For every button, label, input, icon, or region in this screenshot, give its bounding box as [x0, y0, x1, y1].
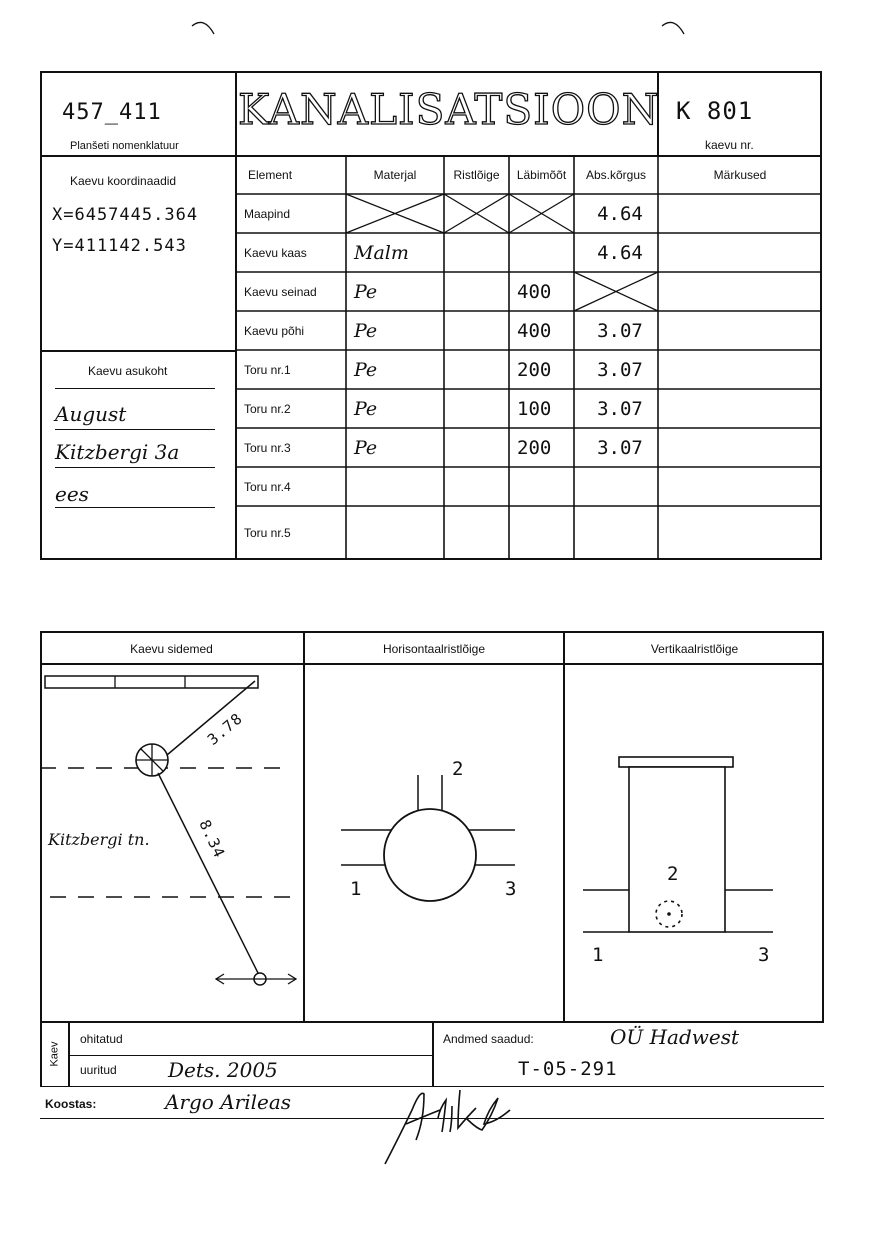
cell-abs-height: 4.64 — [597, 241, 643, 264]
vertical-section-diagram — [565, 665, 824, 1023]
measured-value: Dets. 2005 — [168, 1058, 278, 1082]
cell-abs-height: 3.07 — [597, 358, 643, 381]
cell-diameter: 100 — [517, 397, 552, 420]
cell-diameter: 200 — [517, 436, 552, 459]
divider — [55, 388, 215, 389]
building-wall — [45, 676, 258, 688]
cell-element: Toru nr.3 — [244, 440, 291, 455]
divider — [68, 1055, 432, 1056]
page-title: KANALISATSIOON — [238, 85, 660, 134]
cell-abs-height: 3.07 — [597, 436, 643, 459]
distance-2: 8.34 — [195, 817, 229, 861]
cell-material: Pe — [354, 319, 378, 342]
data-source-label: Andmed saadud: — [443, 1032, 534, 1046]
location-line-1: August — [55, 402, 127, 426]
coordinates-label: Kaevu koordinaadid — [70, 174, 177, 188]
well-plan-circle — [384, 809, 476, 901]
well-vertical-label: Kaev — [48, 1041, 61, 1067]
h-pipe-1: 1 — [350, 878, 363, 900]
street-label: Kitzbergi tn. — [48, 830, 150, 849]
well-shaft — [629, 767, 725, 932]
cell-material: Pe — [354, 358, 378, 381]
cell-element: Toru nr.4 — [244, 479, 291, 494]
divider — [55, 429, 215, 430]
cell-abs-height: 3.07 — [597, 397, 643, 420]
cell-element: Toru nr.5 — [244, 526, 291, 540]
cell-abs-height: 3.07 — [597, 319, 643, 342]
element-table — [236, 155, 822, 560]
divider — [55, 507, 215, 508]
vertical-label: Vertikaalristlõige — [650, 642, 739, 656]
cell-material: Pe — [354, 397, 378, 420]
cell-element: Kaevu põhi — [244, 323, 305, 338]
cell-element: Kaevu seinad — [244, 284, 317, 299]
horizontal-label: Horisontaalristlõige — [382, 642, 486, 656]
nomenclature-label: Planšeti nomenklatuur — [70, 140, 179, 152]
divider — [55, 467, 215, 468]
cell-element: Toru nr.1 — [244, 362, 291, 377]
compiler-label: Koostas: — [45, 1097, 97, 1111]
inspected-label: ohitatud — [80, 1032, 123, 1046]
header-cross-section: Ristlõige — [453, 167, 500, 182]
header-notes: Märkused — [713, 167, 767, 182]
location-line-3: ees — [55, 482, 89, 506]
v-pipe-3: 3 — [758, 944, 771, 966]
nomenclature-value: 457_411 — [62, 100, 162, 125]
cell-material: Malm — [354, 241, 409, 264]
measured-label: uuritud — [80, 1063, 117, 1077]
divider — [40, 1023, 42, 1087]
well-number: K 801 — [676, 97, 754, 125]
v-pipe-2: 2 — [667, 863, 680, 885]
signature — [380, 1080, 520, 1170]
divider — [432, 1023, 434, 1087]
table-grid — [236, 155, 822, 560]
cell-abs-height: 4.64 — [597, 202, 643, 225]
cell-material: Pe — [354, 280, 378, 303]
v-pipe-1: 1 — [592, 944, 605, 966]
punch-hole-right — [660, 18, 690, 48]
data-source-code: T-05-291 — [518, 1058, 618, 1080]
cell-element: Maapind — [244, 206, 291, 221]
cell-element: Kaevu kaas — [244, 245, 307, 260]
header-diameter: Läbimõõt — [516, 167, 567, 182]
well-number-label: kaevu nr. — [705, 138, 754, 152]
h-pipe-2: 2 — [452, 758, 465, 780]
header-abs-height: Abs.kõrgus — [585, 167, 647, 182]
compiler-value: Argo Arileas — [165, 1090, 292, 1114]
h-pipe-3: 3 — [505, 878, 518, 900]
horizontal-section-diagram — [305, 665, 563, 1023]
cell-diameter: 200 — [517, 358, 552, 381]
location-label: Kaevu asukoht — [88, 364, 168, 378]
cell-element: Toru nr.2 — [244, 401, 291, 416]
punch-hole-left — [190, 18, 220, 48]
location-line-2: Kitzbergi 3a — [55, 440, 180, 464]
header-material: Materjal — [373, 167, 417, 182]
links-label: Kaevu sidemed — [130, 642, 213, 656]
coordinate-x: X=6457445.364 — [52, 205, 199, 225]
header-element: Element — [248, 167, 293, 182]
cell-diameter: 400 — [517, 280, 552, 303]
cell-diameter: 400 — [517, 319, 552, 342]
coordinate-y: Y=411142.543 — [52, 236, 187, 256]
well-cover — [619, 757, 733, 767]
cell-material: Pe — [354, 436, 378, 459]
data-source-value: OÜ Hadwest — [610, 1025, 740, 1049]
divider — [40, 350, 236, 352]
distance-1: 3.78 — [203, 709, 247, 749]
